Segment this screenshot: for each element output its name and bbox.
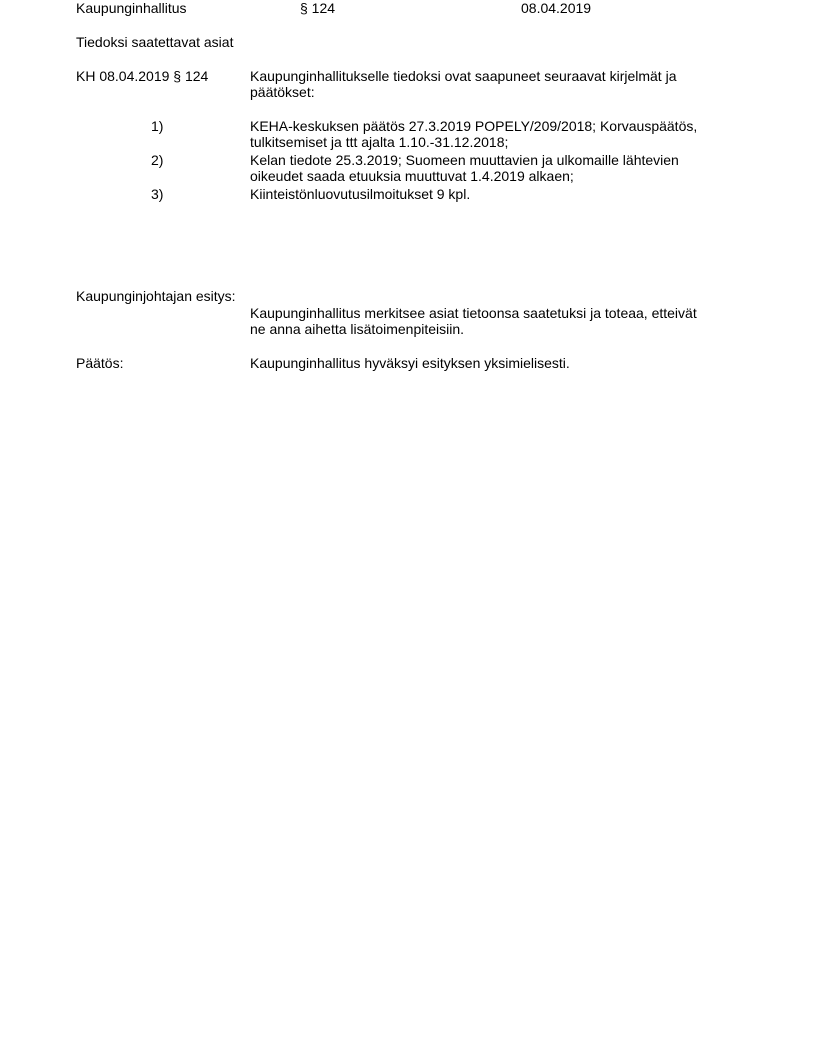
- header-body-name: Kaupunginhallitus: [76, 0, 187, 16]
- item-text-line: Kiinteistönluovutusilmoitukset 9 kpl.: [250, 186, 471, 202]
- intro-text: Kaupunginhallitukselle tiedoksi ovat saapuneet seuraavat kirjelmät ja päätökset:: [250, 68, 677, 100]
- item-text-line: KEHA-keskuksen päätös 27.3.2019 POPELY/209/2018; Korvauspäätös,: [250, 118, 698, 134]
- decision-label: Päätös:: [76, 355, 124, 371]
- item-number: 2): [151, 152, 164, 168]
- item-number: 1): [151, 118, 164, 134]
- item-text-line: tulkitsemiset ja ttt ajalta 1.10.-31.12.2018;: [250, 134, 509, 150]
- header-date: 08.04.2019: [521, 0, 592, 16]
- proposal-label: Kaupunginjohtajan esitys:: [76, 288, 236, 304]
- document-subject: Tiedoksi saatettavat asiat: [76, 34, 234, 50]
- decision-text: Kaupunginhallitus hyväksyi esityksen yksimielisesti.: [250, 355, 570, 371]
- meeting-reference: KH 08.04.2019 § 124: [76, 68, 209, 84]
- header-section: § 124: [300, 0, 336, 16]
- proposal-text-line: Kaupunginhallitus merkitsee asiat tietoonsa saatetuksi ja toteaa, etteivät: [250, 305, 697, 321]
- item-text-line: Kelan tiedote 25.3.2019; Suomeen muuttavien ja ulkomaille lähtevien: [250, 152, 679, 168]
- item-text-line: oikeudet saada etuuksia muuttuvat 1.4.2019 alkaen;: [250, 168, 574, 184]
- proposal-text-line: ne anna aihetta lisätoimenpiteisiin.: [250, 321, 465, 337]
- item-number: 3): [151, 186, 164, 202]
